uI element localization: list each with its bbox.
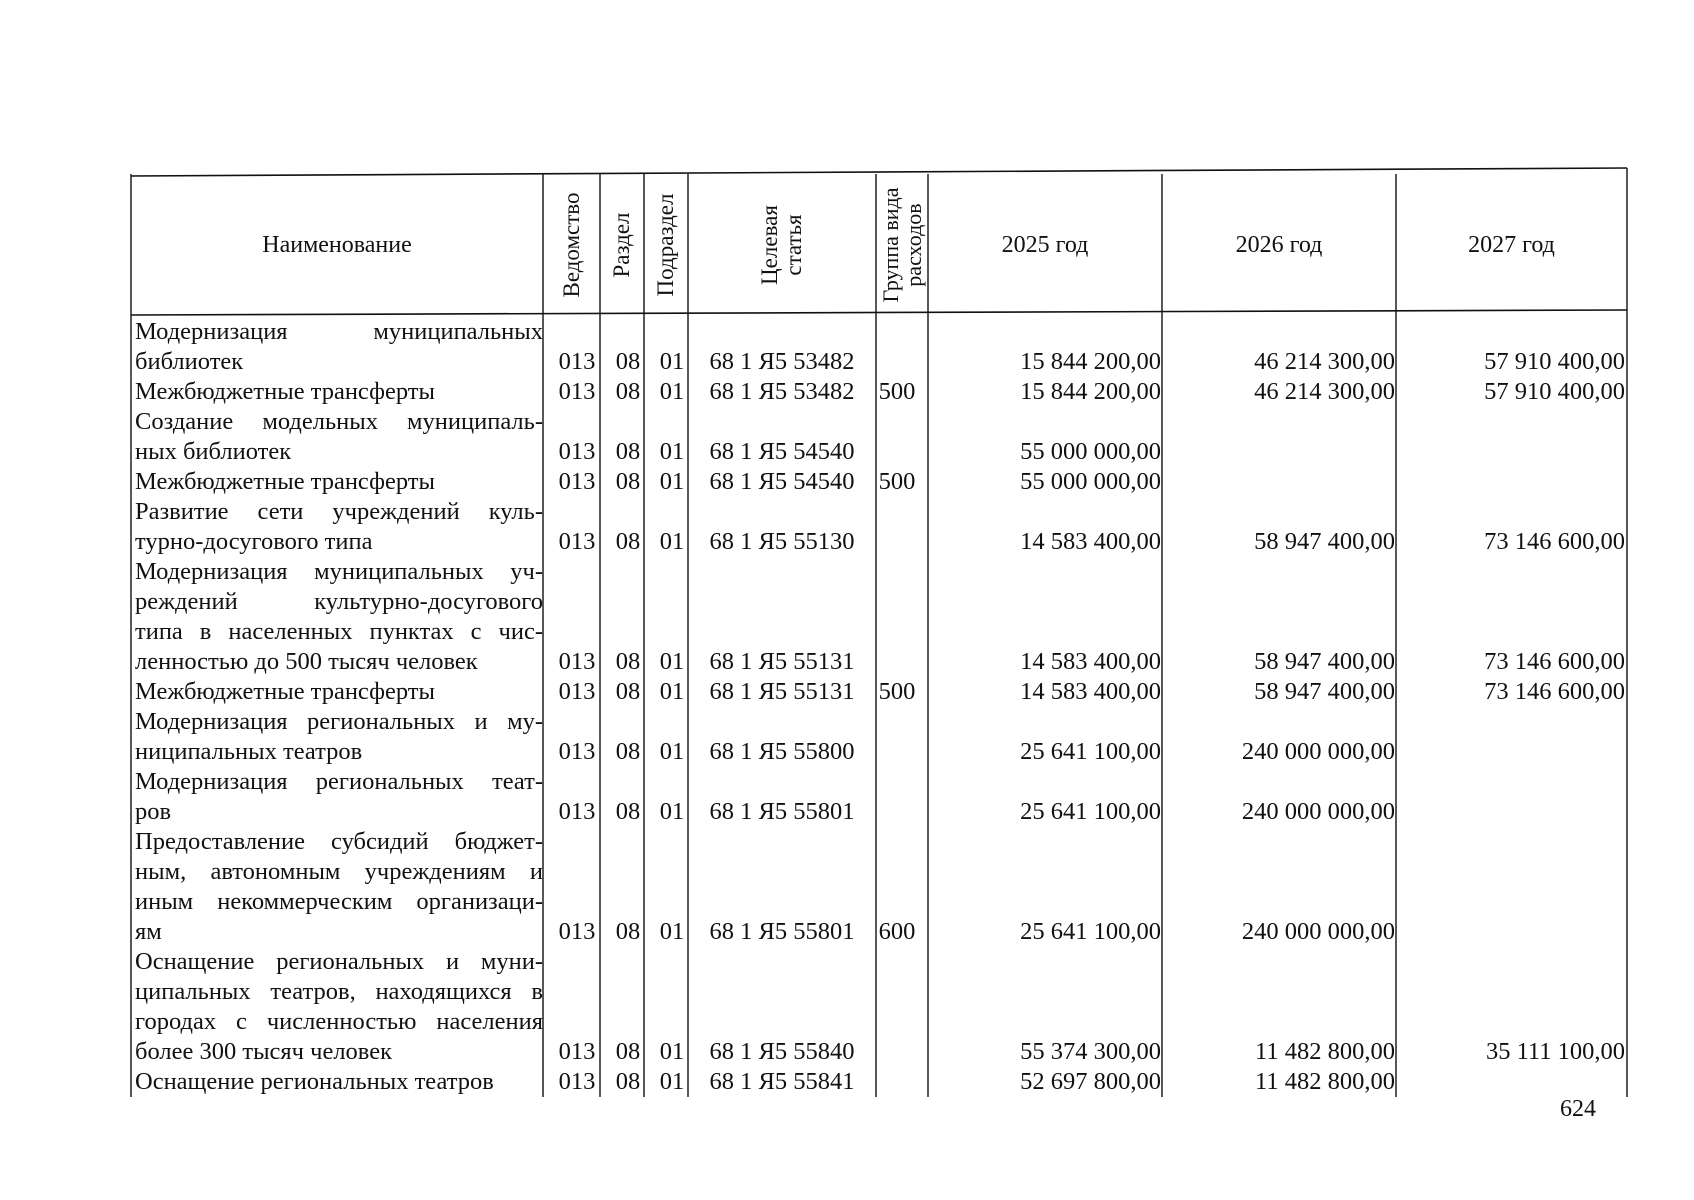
- row-amount-2025: 25 641 100,00: [1020, 738, 1161, 765]
- row-podrazdel: 01: [659, 1068, 685, 1095]
- row-podrazdel: 01: [659, 918, 685, 945]
- row-name: [135, 467, 543, 497]
- row-name-line: реждений культурно-досугового: [135, 588, 543, 615]
- row-podrazdel: 01: [659, 648, 685, 675]
- row-amount-2025: 14 583 400,00: [1020, 648, 1161, 675]
- table-row: [131, 467, 1627, 497]
- header-vedomstvo-label: Ведомство: [558, 191, 584, 298]
- row-vedomstvo: 013: [558, 678, 596, 705]
- row-name: [135, 497, 543, 557]
- row-name-line: типа в населенных пунктах с чис-: [135, 618, 543, 645]
- row-amount-2025: 15 844 200,00: [1020, 378, 1161, 405]
- header-gruppa: [876, 174, 928, 315]
- row-name-line: более 300 тысяч человек: [135, 1038, 392, 1065]
- table-row: [131, 1067, 1627, 1097]
- row-name-line: ров: [135, 798, 172, 825]
- row-name-line: Модернизация муниципальных: [135, 318, 543, 345]
- row-vedomstvo: 013: [558, 1068, 596, 1095]
- row-name-line: городах с численностью населения: [135, 1008, 543, 1035]
- row-amount-2027: 73 146 600,00: [1484, 528, 1625, 555]
- row-razdel: 08: [615, 528, 641, 555]
- row-vedomstvo: 013: [558, 378, 596, 405]
- row-name-line: Оснащение региональных театров: [135, 1068, 494, 1095]
- row-vedomstvo: 013: [558, 468, 596, 495]
- row-vedomstvo: 013: [558, 528, 596, 555]
- row-name: [135, 557, 543, 677]
- row-amount-2026: 58 947 400,00: [1254, 528, 1395, 555]
- budget-table: [131, 174, 1627, 1095]
- row-podrazdel: 01: [659, 678, 685, 705]
- row-name: [135, 707, 543, 767]
- table-row: [131, 557, 1627, 677]
- row-name-line: Развитие сети учреждений куль-: [135, 498, 543, 525]
- row-amount-2026: 58 947 400,00: [1254, 648, 1395, 675]
- row-vedomstvo: 013: [558, 798, 596, 825]
- row-name-line: Межбюджетные трансферты: [135, 468, 435, 495]
- header-razdel-label: Раздел: [609, 211, 634, 278]
- table-row: [131, 947, 1627, 1067]
- row-amount-2027: 73 146 600,00: [1484, 678, 1625, 705]
- row-celevaya-statya: 68 1 Я5 55131: [709, 678, 855, 705]
- header-2026: 2026 год: [1235, 231, 1323, 258]
- table-row: [131, 707, 1627, 767]
- row-celevaya-statya: 68 1 Я5 55801: [709, 918, 855, 945]
- row-name-line: иным некоммерческим организаци-: [135, 888, 543, 915]
- row-amount-2025: 25 641 100,00: [1020, 798, 1161, 825]
- row-amount-2026: 240 000 000,00: [1241, 798, 1395, 825]
- row-razdel: 08: [615, 468, 641, 495]
- table-row: [131, 377, 1627, 407]
- table-row: [131, 497, 1627, 557]
- row-celevaya-statya: 68 1 Я5 55130: [709, 528, 855, 555]
- row-amount-2025: 52 697 800,00: [1020, 1068, 1161, 1095]
- row-razdel: 08: [615, 798, 641, 825]
- row-celevaya-statya: 68 1 Я5 55800: [709, 738, 855, 765]
- header-celevaya: [688, 174, 876, 315]
- row-razdel: 08: [615, 378, 641, 405]
- row-vedomstvo: 013: [558, 438, 596, 465]
- row-celevaya-statya: 68 1 Я5 55801: [709, 798, 855, 825]
- row-amount-2027: 57 910 400,00: [1484, 378, 1625, 405]
- row-vedomstvo: 013: [558, 738, 596, 765]
- row-podrazdel: 01: [659, 738, 685, 765]
- row-name-line: Предоставление субсидий бюджет-: [135, 828, 543, 855]
- row-amount-2026: 11 482 800,00: [1255, 1068, 1395, 1095]
- row-amount-2025: 25 641 100,00: [1020, 918, 1161, 945]
- row-name-line: ным, автономным учреждениям и: [135, 858, 543, 885]
- row-name-line: Межбюджетные трансферты: [135, 378, 435, 405]
- row-name-line: библиотек: [135, 348, 244, 375]
- row-razdel: 08: [615, 648, 641, 675]
- row-name-line: ленностью до 500 тысяч человек: [135, 648, 478, 675]
- table-row: [131, 317, 1627, 377]
- row-vedomstvo: 013: [558, 1038, 596, 1065]
- row-celevaya-statya: 68 1 Я5 53482: [709, 348, 855, 375]
- row-amount-2026: 11 482 800,00: [1255, 1038, 1395, 1065]
- row-podrazdel: 01: [659, 348, 685, 375]
- row-podrazdel: 01: [659, 1038, 685, 1065]
- header-celevaya-label: Целевая статья: [757, 204, 806, 285]
- table-row: [131, 407, 1627, 467]
- row-name-line: Модернизация региональных и му-: [135, 708, 543, 735]
- row-name: [135, 317, 543, 377]
- row-gruppa-rashodov: 600: [878, 918, 916, 945]
- row-vedomstvo: 013: [558, 918, 596, 945]
- row-celevaya-statya: 68 1 Я5 55841: [709, 1068, 855, 1095]
- row-razdel: 08: [615, 438, 641, 465]
- row-razdel: 08: [615, 348, 641, 375]
- row-name-line: Модернизация муниципальных уч-: [135, 558, 543, 585]
- row-amount-2027: 57 910 400,00: [1484, 348, 1625, 375]
- row-vedomstvo: 013: [558, 648, 596, 675]
- row-gruppa-rashodov: 500: [878, 468, 916, 495]
- row-amount-2026: 46 214 300,00: [1254, 348, 1395, 375]
- header-name: Наименование: [262, 231, 412, 258]
- row-podrazdel: 01: [659, 798, 685, 825]
- row-razdel: 08: [615, 1068, 641, 1095]
- header-podrazdel-label: Подраздел: [653, 193, 678, 296]
- row-razdel: 08: [615, 918, 641, 945]
- table-row: [131, 767, 1627, 827]
- header-podrazdel: [644, 174, 688, 315]
- row-celevaya-statya: 68 1 Я5 54540: [709, 438, 855, 465]
- row-amount-2026: 240 000 000,00: [1241, 738, 1395, 765]
- row-gruppa-rashodov: 500: [878, 378, 916, 405]
- row-vedomstvo: 013: [558, 348, 596, 375]
- row-name: [135, 947, 543, 1067]
- page-number: 624: [1560, 1096, 1596, 1122]
- row-podrazdel: 01: [659, 528, 685, 555]
- row-name: [135, 377, 543, 407]
- row-name: [135, 407, 543, 467]
- table-row: [131, 827, 1627, 947]
- row-razdel: 08: [615, 1038, 641, 1065]
- row-amount-2025: 55 000 000,00: [1020, 468, 1161, 495]
- row-celevaya-statya: 68 1 Я5 54540: [709, 468, 855, 495]
- row-gruppa-rashodov: 500: [878, 678, 916, 705]
- table-row: [131, 677, 1627, 707]
- row-name-line: ям: [135, 918, 162, 945]
- row-amount-2025: 14 583 400,00: [1020, 678, 1161, 705]
- row-name-line: ципальных театров, находящихся в: [135, 978, 543, 1005]
- header-gruppa-label: Группа вида расходов: [878, 187, 926, 302]
- row-amount-2026: 46 214 300,00: [1254, 378, 1395, 405]
- row-celevaya-statya: 68 1 Я5 55131: [709, 648, 855, 675]
- row-podrazdel: 01: [659, 438, 685, 465]
- row-amount-2026: 58 947 400,00: [1254, 678, 1395, 705]
- row-amount-2025: 14 583 400,00: [1020, 528, 1161, 555]
- row-name: [135, 767, 543, 827]
- row-name-line: Оснащение региональных и муни-: [135, 948, 543, 975]
- row-amount-2025: 55 000 000,00: [1020, 438, 1161, 465]
- row-name-line: турно-досугового типа: [135, 528, 373, 555]
- row-razdel: 08: [615, 738, 641, 765]
- row-name: [135, 827, 543, 947]
- row-podrazdel: 01: [659, 468, 685, 495]
- row-amount-2025: 15 844 200,00: [1020, 348, 1161, 375]
- row-name-line: Модернизация региональных теат-: [135, 768, 543, 795]
- header-2027: 2027 год: [1468, 231, 1555, 258]
- row-podrazdel: 01: [659, 378, 685, 405]
- row-name-line: Межбюджетные трансферты: [135, 678, 435, 705]
- row-name-line: ных библиотек: [135, 438, 292, 465]
- row-celevaya-statya: 68 1 Я5 53482: [709, 378, 855, 405]
- row-celevaya-statya: 68 1 Я5 55840: [709, 1038, 855, 1065]
- header-vedomstvo: [543, 174, 600, 315]
- header-2025: 2025 год: [1001, 231, 1089, 258]
- header-razdel: [600, 174, 644, 315]
- row-name-line: ниципальных театров: [135, 738, 363, 765]
- row-amount-2027: 73 146 600,00: [1484, 648, 1625, 675]
- row-name: [135, 1067, 543, 1097]
- row-razdel: 08: [615, 678, 641, 705]
- row-amount-2025: 55 374 300,00: [1020, 1038, 1161, 1065]
- row-name: [135, 677, 543, 707]
- row-amount-2027: 35 111 100,00: [1485, 1038, 1625, 1065]
- row-name-line: Создание модельных муниципаль-: [135, 408, 543, 435]
- row-amount-2026: 240 000 000,00: [1241, 918, 1395, 945]
